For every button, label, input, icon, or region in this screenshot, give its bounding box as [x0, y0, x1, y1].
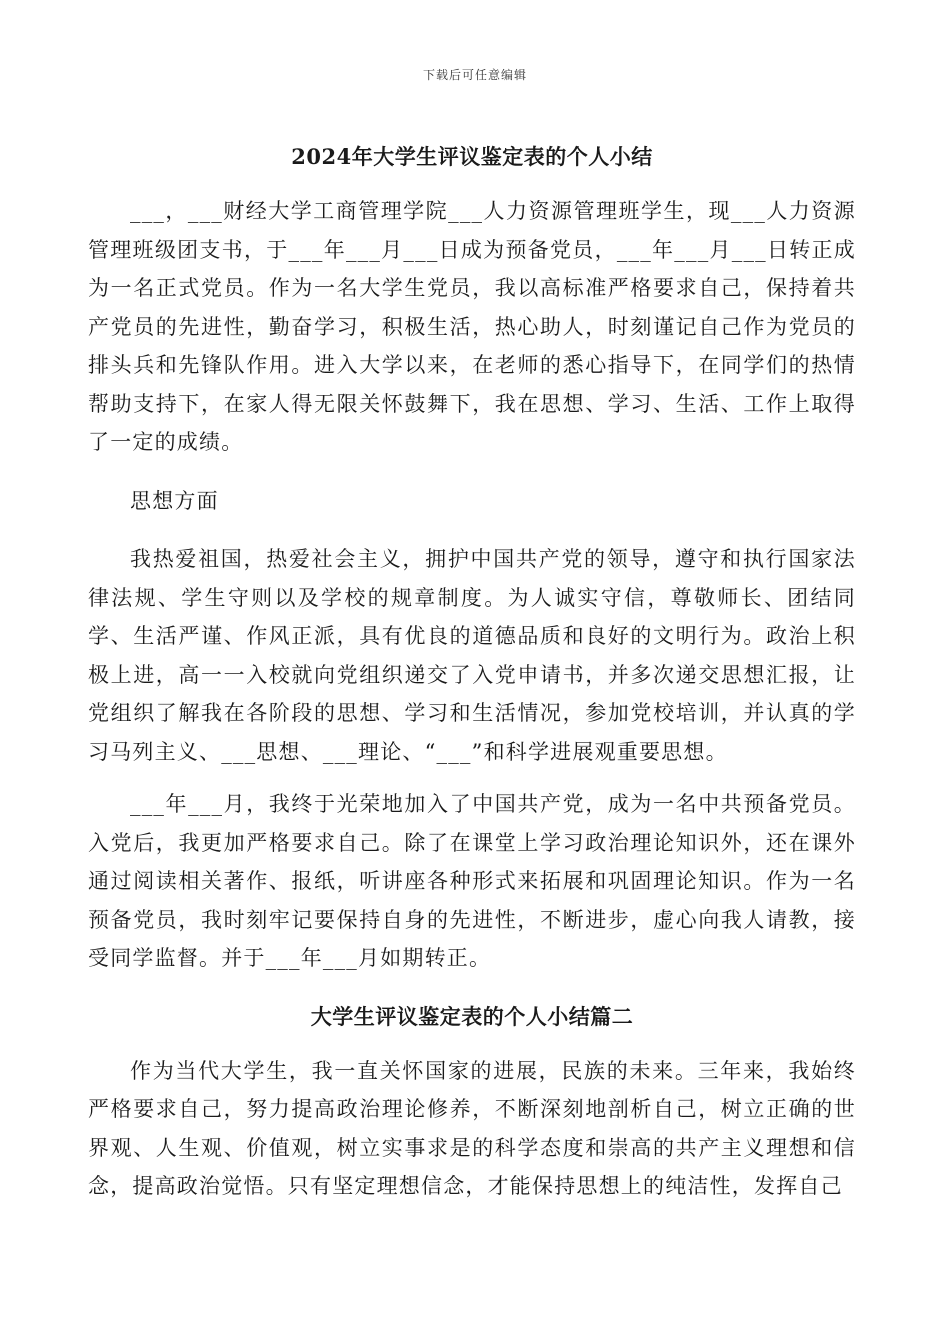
document-title: 2024年大学生评议鉴定表的个人小结	[291, 144, 653, 169]
thought-paragraph: 我热爱祖国，热爱社会主义，拥护中国共产党的领导，遵守和执行国家法律法规、学生守则以及学校的规章制度。为人诚实守信，尊敬师长、团结同学、生活严谨、作风正派，具有优良的道德品质和良好的文明行为。政治上积极上进，高一一入校就向党组织递交了入党申请书，并多次递交思想汇报，让党组织了解我在各阶段的思想、学习和生活情况，参加党校培训，并认真的学习马列主义、___思想、___理论、“___”和科学进展观重要思想。	[88, 547, 856, 764]
document-title-part-two: 大学生评议鉴定表的个人小结篇二	[310, 1003, 634, 1029]
page-header: 下载后可任意编辑	[422, 68, 527, 82]
part-two-paragraph: 作为当代大学生，我一直关怀国家的进展，民族的未来。三年来，我始终严格要求自己，努力提高政治理论修养，不断深刻地剖析自己，树立正确的世界观、人生观、价值观，树立实事求是的科学态度和崇高的共产主义理想和信念，提高政治觉悟。只有坚定理想信念，才能保持思想上的纯洁性，发挥自己	[88, 1058, 856, 1198]
section-heading-thought: 思想方面	[130, 488, 219, 513]
party-join-paragraph: ___年___月，我终于光荣地加入了中国共产党，成为一名中共预备党员。入党后，我更加严格要求自己。除了在课堂上学习政治理论知识外，还在课外通过阅读相关著作、报纸，听讲座各种形式来拓展和巩固理论知识。作为一名预备党员，我时刻牢记要保持自身的先进性，不断进步，虚心向我人请教，接受同学监督。并于___年___月如期转正。	[88, 792, 856, 970]
intro-paragraph: ___，___财经大学工商管理学院___人力资源管理班学生，现___人力资源管理班级团支书，于___年___月___日成为预备党员，___年___月___日转正成为一名正式党员。作为一名大学生党员，我以高标准严格要求自己，保持着共产党员的先进性，勤奋学习，积极生活，热心助人，时刻谨记自己作为党员的排头兵和先锋队作用。进入大学以来，在老师的悉心指导下，在同学们的热情帮助支持下，在家人得无限关怀鼓舞下，我在思想、学习、生活、工作上取得了一定的成绩。	[88, 199, 856, 454]
document-body	[88, 140, 856, 1220]
